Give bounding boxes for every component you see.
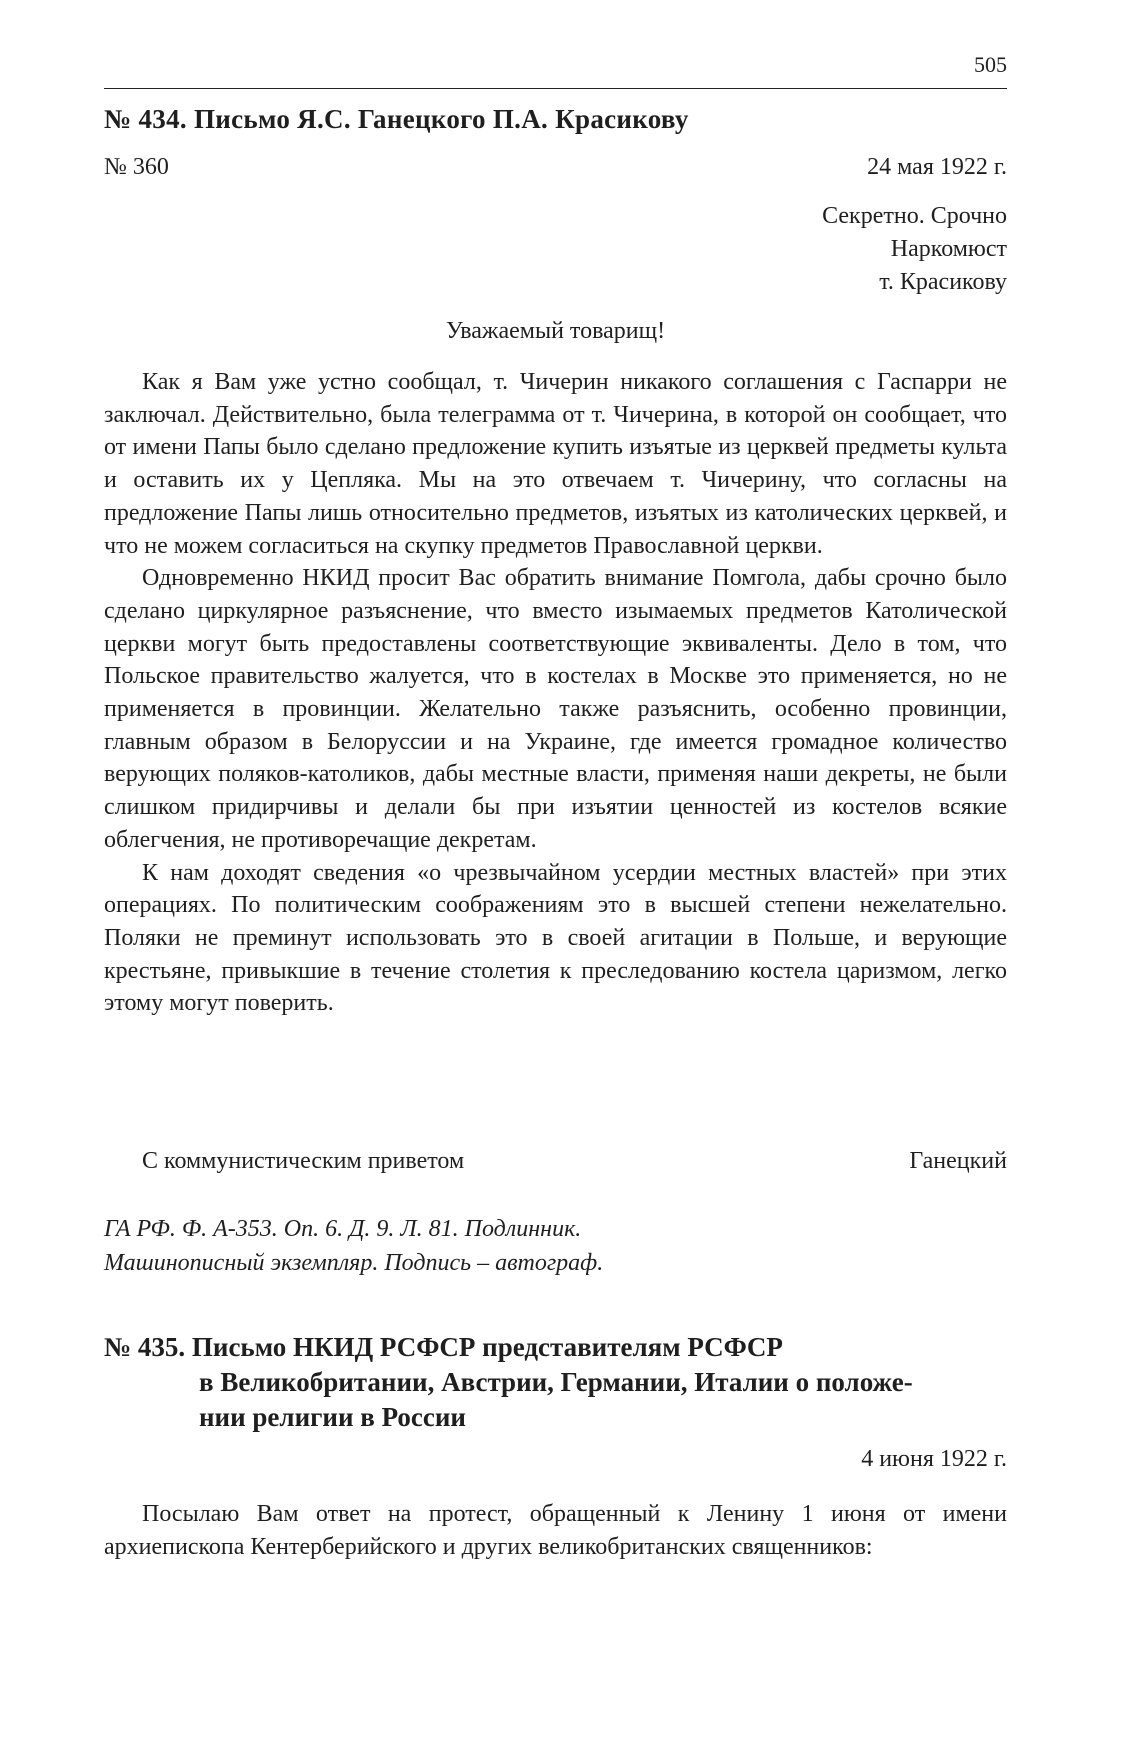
document-page xyxy=(104,0,1007,1758)
document-435-date: 4 июня 1922 г. xyxy=(861,1446,1007,1472)
addressee-line: т. Красикову xyxy=(879,269,1007,295)
addressee-line: Наркомюст xyxy=(890,236,1007,262)
closing-phrase: С коммунистическим приветом xyxy=(142,1148,465,1174)
heading-line: нии религии в России xyxy=(199,1402,466,1432)
body-paragraph: Как я Вам уже устно сообщал, т. Чичерин никакого соглашения с Гаспарри не заключал. Действительно, была телеграмма от т. Чичерина, в которой он сообщает, что от имени Папы было сделано предложение купить изъятые из церквей предметы культа и оставить их у Цепляка. Мы на это отвечаем т. Чичерину, что согласны на предложение Папы лишь относительно предметов, изъятых из католических церквей, и что не можем согласиться на скупку предметов Православной церкви. xyxy=(104,369,1007,559)
signature: Ганецкий xyxy=(909,1148,1007,1174)
salutation: Уважаемый товарищ! xyxy=(445,318,666,344)
document-434-body xyxy=(104,366,1007,1020)
document-435-heading xyxy=(104,1330,913,1435)
header-rule xyxy=(104,88,1007,89)
body-paragraph: Одновременно НКИД просит Вас обратить внимание Помгола, дабы срочно было сделано циркулярное разъяснение, что вместо изымаемых предметов Католической церкви могут быть предоставлены соответствующие эквиваленты. Дело в том, что Польское правительство жалуется, что в костелах в Москве это применяется, но не применяется в провинции. Желательно также разъяснить, особенно провинции, главным образом в Белоруссии и на Украине, где имеется громадное количество верующих поляков-католиков, дабы местные власти, применяя наши декреты, не были слишком придирчивы и делали бы при изъятии ценностей из костелов всякие облегчения, не противоречащие декретам. xyxy=(104,565,1007,853)
addressee-block xyxy=(822,200,1007,299)
heading-line: в Великобритании, Австрии, Германии, Италии о положе- xyxy=(199,1367,913,1397)
document-434-date: 24 мая 1922 г. xyxy=(867,154,1007,180)
heading-line: № 435. Письмо НКИД РСФСР представителям РСФСР xyxy=(104,1332,783,1362)
body-paragraph: К нам доходят сведения «о чрезвычайном усердии местных властей» при этих операциях. По политическим соображениям это в высшей степени нежелательно. Поляки не преминут использовать это в своей агитации в Польше, и верующие крестьяне, привыкшие в течение столетия к преследованию костела царизмом, легко этому могут поверить. xyxy=(104,859,1007,1017)
addressee-line: Секретно. Срочно xyxy=(822,203,1007,229)
document-434-number: № 360 xyxy=(104,154,169,180)
page-number: 505 xyxy=(974,52,1007,77)
source-line: Машинописный экземпляр. Подпись – автограф. xyxy=(104,1250,604,1276)
document-434-heading: № 434. Письмо Я.С. Ганецкого П.А. Красикову xyxy=(104,104,689,134)
archival-source xyxy=(104,1212,603,1280)
source-line: ГА РФ. Ф. А-353. Оп. 6. Д. 9. Л. 81. Подлинник. xyxy=(104,1216,582,1242)
body-paragraph: Посылаю Вам ответ на протест, обращенный к Ленину 1 июня от имени архиепископа Кентерберийского и других великобританских священников: xyxy=(104,1501,1007,1560)
document-435-body xyxy=(104,1498,1007,1563)
